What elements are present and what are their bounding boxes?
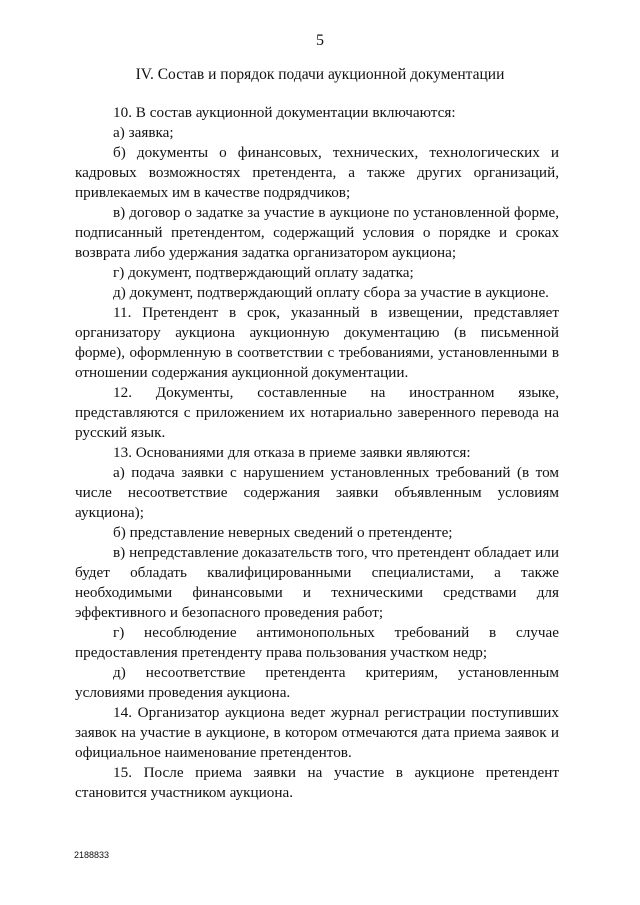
paragraph-13b: б) представление неверных сведений о претенденте; xyxy=(113,524,453,541)
paragraph-13d: д) несоответствие претендента критериям, установленным условиями проведения аукциона. xyxy=(75,664,559,701)
paragraph-10a: а) заявка; xyxy=(113,124,174,141)
paragraph-13g: г) несоблюдение антимонопольных требований в случае предоставления претенденту права пользования участком недр; xyxy=(75,624,559,661)
document-id: 2188833 xyxy=(74,850,110,860)
page-number: 5 xyxy=(316,32,324,49)
paragraph-13v: в) непредставление доказательств того, что претендент обладает или будет обладать квалифицированными специалистами, а также необходимыми финансовыми и техническими средствами для эффективного и безопасного проведения работ; xyxy=(75,544,559,621)
paragraph-13a: а) подача заявки с нарушением установленных требований (в том числе несоответствие содержания заявки объявленным условиям аукциона); xyxy=(75,464,559,521)
paragraph-10: 10. В состав аукционной документации включаются: xyxy=(113,104,456,121)
paragraph-12: 12. Документы, составленные на иностранном языке, представляются с приложением их нотариально заверенного перевода на русский язык. xyxy=(75,384,559,441)
paragraph-11: 11. Претендент в срок, указанный в извещении, представляет организатору аукциона аукционную документацию (в письменной форме), оформленную в соответствии с требованиями, установленными в отношении содержания аукционной документации. xyxy=(75,304,559,381)
paragraph-10v: в) договор о задатке за участие в аукционе по установленной форме, подписанный претендентом, содержащий условия о порядке и сроках возврата либо удержания задатка организатором аукциона; xyxy=(75,204,559,261)
paragraph-10d: д) документ, подтверждающий оплату сбора за участие в аукционе. xyxy=(113,284,549,301)
section-title: IV. Состав и порядок подачи аукционной документации xyxy=(135,66,505,83)
paragraph-13: 13. Основаниями для отказа в приеме заявки являются: xyxy=(113,444,471,461)
paragraph-10g: г) документ, подтверждающий оплату задатка; xyxy=(113,264,414,281)
paragraph-15: 15. После приема заявки на участие в аукционе претендент становится участником аукциона. xyxy=(75,764,559,801)
paragraph-14: 14. Организатор аукциона ведет журнал регистрации поступивших заявок на участие в аукционе, в котором отмечаются дата приема заявок и официальное наименование претендентов. xyxy=(75,704,559,761)
paragraph-10b: б) документы о финансовых, технических, технологических и кадровых возможностях претендента, а также других организаций, привлекаемых им в качестве подрядчиков; xyxy=(75,144,559,201)
document-body xyxy=(75,103,559,803)
